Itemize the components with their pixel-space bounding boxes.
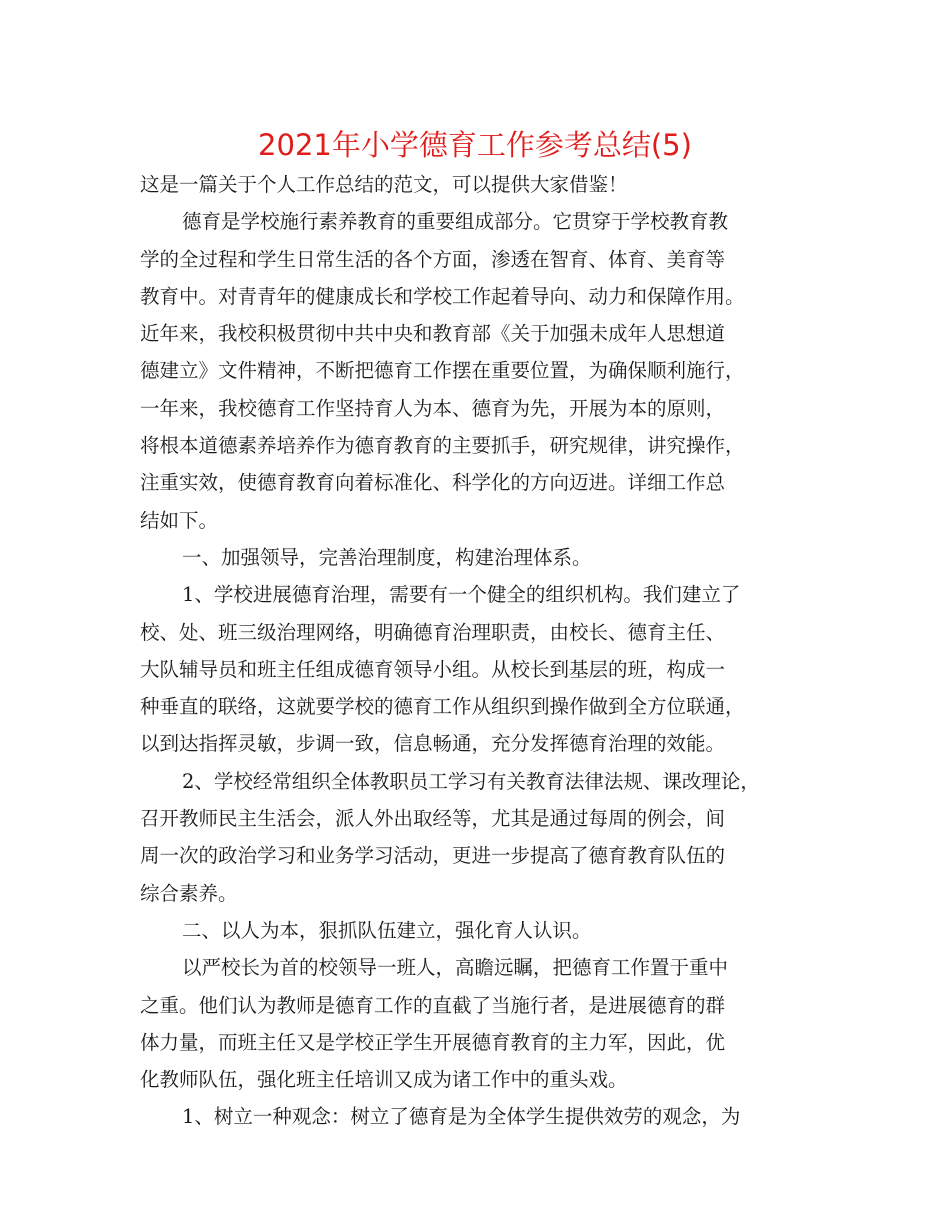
text-line: 以严校长为首的校领导一班人，高瞻远瞩，把德育工作置于重中	[182, 956, 729, 980]
text-line: 1、学校进展德育治理，需要有一个健全的组织机构。我们建立了	[182, 583, 741, 607]
text-line: 1、树立一种观念：树立了德育是为全体学生提供效劳的观念，为	[182, 1105, 741, 1129]
text-line: 教育中。对青青年的健康成长和学校工作起着导向、动力和保障作用。	[140, 284, 745, 308]
text-line: 德建立》文件精神，不断把德育工作摆在重要位置，为确保顺利施行，	[140, 359, 745, 383]
text-line: 综合素养。	[140, 881, 238, 905]
text-line: 这是一篇关于个人工作总结的范文，可以提供大家借鉴！	[140, 173, 628, 196]
text-line: 一年来，我校德育工作坚持育人为本、德育为先，开展为本的原则，	[140, 396, 726, 420]
text-line: 体力量，而班主任又是学校正学生开展德育教育的主力军，因此，优	[140, 1030, 726, 1054]
document-body	[140, 166, 820, 1136]
text-line: 近年来，我校积极贯彻中共中央和教育部《关于加强未成年人思想道	[140, 322, 726, 346]
text-line: 德育是学校施行素养教育的重要组成部分。它贯穿于学校教育教	[182, 210, 729, 234]
text-line: 校、处、班三级治理网络，明确德育治理职责，由校长、德育主任、	[140, 620, 726, 644]
text-line: 学的全过程和学生日常生活的各个方面，渗透在智育、体育、美育等	[140, 247, 726, 271]
text-line: 大队辅导员和班主任组成德育领导小组。从校长到基层的班，构成一	[140, 657, 726, 681]
document-title: 2021年小学德育工作参考总结(5)	[258, 128, 692, 162]
text-line: 以到达指挥灵敏，步调一致，信息畅通，充分发挥德育治理的效能。	[140, 732, 726, 756]
text-line: 之重。他们认为教师是德育工作的直截了当施行者，是进展德育的群	[140, 993, 726, 1017]
text-line: 一、加强领导，完善治理制度，构建治理体系。	[182, 545, 592, 569]
text-line: 注重实效，使德育教育向着标准化、科学化的方向迈进。详细工作总	[140, 471, 726, 495]
text-line: 种垂直的联络，这就要学校的德育工作从组织到操作做到全方位联通，	[140, 695, 745, 719]
text-line: 结如下。	[140, 508, 219, 532]
text-line: 二、以人为本，狠抓队伍建立，强化育人认识。	[182, 918, 592, 942]
text-line: 2、学校经常组织全体教职员工学习有关教育法律法规、课改理论，	[182, 769, 760, 793]
text-line: 化教师队伍，强化班主任培训又成为诸工作中的重头戏。	[140, 1068, 628, 1092]
text-line: 将根本道德素养培养作为德育教育的主要抓手，研究规律，讲究操作，	[140, 434, 745, 458]
text-line: 周一次的政治学习和业务学习活动，更进一步提高了德育教育队伍的	[140, 844, 726, 868]
text-line: 召开教师民主生活会，派人外出取经等，尤其是通过每周的例会，间	[140, 807, 726, 831]
